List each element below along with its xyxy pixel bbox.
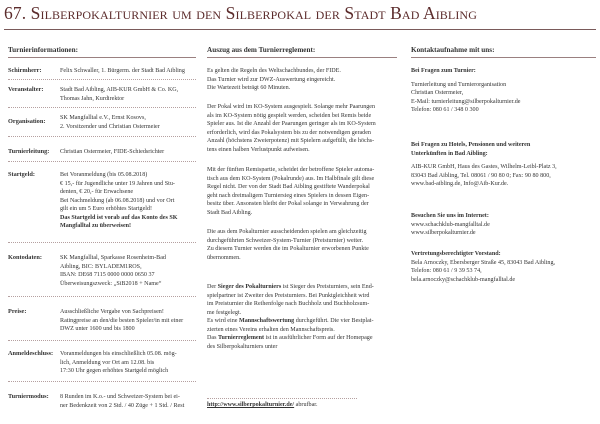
- col2-heading: Auszug aus dem Turnierreglement:: [207, 46, 316, 54]
- row-separator: [8, 79, 196, 80]
- line: gilt ein um 5 Euro erhöhtes Startgeld!: [60, 206, 153, 212]
- line: Voranmeldungen bis einschließlich 05.08. mög-: [60, 351, 177, 357]
- line: geht nach dreimaligem Turniersieg eines Spielers in dessen Eigen-: [207, 192, 370, 199]
- section-head: Bei Fragen zum Turnier:: [411, 68, 476, 74]
- line: übernommen.: [207, 254, 241, 261]
- text-bold: Turnierreglement: [218, 335, 265, 342]
- line: Es gelten die Regeln des Weltschachbundes, der FIDE.: [207, 68, 341, 74]
- line: des Silberpokalturniers unter: [207, 343, 278, 350]
- row-label-deadline: Anmeldeschluss:: [8, 350, 54, 357]
- regulations-link-line: [207, 398, 357, 410]
- line: Ratingpreise an den/die besten Spieler/in mit einer: [60, 317, 184, 324]
- row-label-entry-fee: Startgeld:: [8, 171, 35, 178]
- line: Bei Voranmeldung (bis 05.08.2018): [60, 172, 148, 178]
- line: 83043 Bad Aibling, Tel. 08061 / 90 80 0; Fax: 90 80 800,: [411, 172, 551, 179]
- line: Telefon: 080 61 / 9 39 53 74,: [411, 268, 482, 275]
- row-value-direction: [60, 148, 200, 157]
- regulations-para-4: [207, 228, 397, 262]
- line: spielpartner ist Zweiter des Preisturniers. Bei Punktgleichheit wird: [207, 292, 370, 299]
- section-head: Bei Fragen zu Hotels, Pensionen und weiteren: [411, 142, 531, 148]
- line: Thomas Jahn, Kurdirektor: [60, 95, 125, 102]
- line: [207, 401, 357, 410]
- line: lich, Anmeldung vor Ort am 12.08. bis: [60, 359, 155, 366]
- row-separator: [8, 107, 196, 108]
- row-separator: [8, 242, 196, 243]
- contact-section-board: [411, 250, 596, 284]
- line: Die aus dem Pokalturnier ausscheidenden spielen am gleichzeitig: [207, 229, 367, 235]
- line: Regel nicht. Der von der Stadt Bad Aibling gestiftete Wanderpokal: [207, 184, 370, 191]
- row-value-organisation: [60, 114, 200, 131]
- line: 17:30 Uhr gegen erhöhtes Startgeld möglich: [60, 368, 169, 374]
- row-value-organizer: [60, 86, 200, 103]
- text: ist Sieger des Preisturniers, sein End-: [281, 284, 374, 290]
- regulations-para-1: [207, 67, 397, 93]
- line: erforderlich, wird das Pokalsystem bis zu der notwendigen geraden: [207, 129, 371, 136]
- line: Bei Nachmeldung (ab 06.08.2018) und vor Ort: [60, 197, 175, 204]
- row-value-entry-fee: [60, 171, 200, 231]
- line: im Preisturnier die Reihenfolge nach Buchholz und Buchholzsum-: [207, 301, 370, 308]
- line: Bela Arnoczky, Ebersberger Straße 45, 83043 Bad Aibling,: [411, 259, 556, 266]
- line: Aibling, BIC: BYLADEM1ROS,: [60, 263, 142, 270]
- text: durchgeführt. Die vier Bestplat-: [294, 318, 374, 325]
- text-bold: Mannschaftswertung: [238, 318, 295, 325]
- regulations-para-2: [207, 103, 397, 154]
- line: Turnierleitung und Turnierorganisation: [411, 81, 507, 88]
- page-title: 67. Silberpokalturnier um den Silberpokal der Stadt Bad Aibling: [4, 3, 477, 23]
- line: [207, 334, 397, 343]
- row-value-prizes: [60, 308, 200, 334]
- text: abrufbar.: [294, 402, 318, 408]
- contact-section-tournament: [411, 67, 596, 115]
- line: Stadt Bad Aibling, AIB-KUR GmbH & Co. KG,: [60, 87, 179, 93]
- regulations-para-5: [207, 283, 397, 351]
- row-separator: [8, 161, 196, 162]
- line: www.bad-aibling.de, Info@Aib-Kur.de.: [411, 181, 509, 188]
- heading-rule-3: [411, 57, 596, 58]
- line: Der Pokal wird im KO-System ausgespielt. Solange mehr Paarungen: [207, 104, 376, 110]
- line: Anzahl (höchstens Zweierpotenz) mit Spielern aufgefüllt, die höchs-: [207, 138, 375, 145]
- row-label-organizer: Veranstalter:: [8, 86, 44, 93]
- line: € 15,- für Jugendliche unter 19 Jahren und Stu-: [60, 180, 175, 187]
- row-label-bank: Kontodaten:: [8, 254, 42, 261]
- text-bold: Sieger des Pokalturniers: [217, 284, 282, 290]
- line: [207, 283, 397, 292]
- contact-section-hotels: [411, 141, 596, 189]
- line: tens einen halben Verlustpunkt aufweisen.: [207, 146, 310, 153]
- row-value-mode: [60, 393, 200, 410]
- line: IBAN: DE68 7115 0000 0000 0650 37: [60, 272, 155, 278]
- row-label-organisation: Organisation:: [8, 118, 46, 125]
- line: Überweisungszweck: „SiB2018 + Name“: [60, 280, 162, 287]
- section-head: Besuchen Sie uns im Internet:: [411, 213, 489, 219]
- line: Das Startgeld ist vorab auf das Konto des SK: [60, 214, 178, 221]
- line: Christian Ostermeier, FIDE-Schiedsrichter: [60, 149, 165, 155]
- line: Felix Schwaller, 1. Bürgerm. der Stadt Bad Aibling: [60, 68, 185, 74]
- line: [207, 317, 397, 326]
- row-separator: [8, 136, 196, 137]
- line: Mangfalltal zu überweisen!: [60, 223, 132, 229]
- contact-section-web: [411, 212, 596, 238]
- row-value-bank: [60, 254, 200, 288]
- line: Mit der fünften Remispartie, scheidet der betroffene Spieler automa-: [207, 167, 375, 173]
- line: 8 Runden im K.o.- und Schweizer-System bei ei-: [60, 394, 180, 400]
- line: AIB-KUR GmbH, Haus des Gastes, Wilhelm-Leibl-Platz 3,: [411, 164, 557, 171]
- line: durchgeführten Schweizer-System-Turnier (Preisturnier) weiter.: [207, 237, 364, 244]
- row-value-deadline: [60, 350, 200, 376]
- col3-heading: Kontaktaufnahme mit uns:: [411, 46, 495, 54]
- line: denten, € 20,- für Erwachsene: [60, 189, 134, 195]
- line: Das Turnier wird zur DWZ-Auswertung eingereicht.: [207, 76, 336, 83]
- row-label-direction: Turnierleitung:: [8, 148, 50, 155]
- row-separator: [8, 340, 196, 341]
- line: ner Bedenkzeit von 2 Std. / 40 Züge + 1 Std. / Rest: [60, 402, 185, 409]
- col1-heading: Turnierinformationen:: [8, 46, 79, 54]
- line: Stadt Bad Aibling.: [207, 209, 253, 216]
- line: als im KO-System nötig gespielt werden, scheiden bei Remis beide: [207, 112, 372, 119]
- section-head: Vertretungsberechtigter Vorstand:: [411, 251, 501, 257]
- line: besitz über. Ansonsten bleibt der Pokal solange in Verwahrung der: [207, 201, 369, 208]
- regulations-para-3: [207, 166, 397, 217]
- line: SK Mangfalltal, Sparkasse Rosenheim-Bad: [60, 255, 166, 261]
- line: DWZ unter 1600 und bis 1800: [60, 326, 135, 332]
- text: Das: [207, 335, 219, 342]
- title-rule: [4, 29, 596, 30]
- website-link[interactable]: www.schachklub-mangfalltal.de: [411, 221, 490, 228]
- line: Spieler aus. Ist die Anzahl der Paarungen geringer als im KO-System: [207, 121, 376, 128]
- line: Die Wartezeit beträgt 60 Minuten.: [207, 85, 291, 92]
- line: tisch aus dem KO-System (Pokalrunde) aus. Im Halbfinale gilt diese: [207, 175, 375, 182]
- line: Zu diesem Turnier werden die im Pokalturnier erworbenen Punkte: [207, 246, 369, 253]
- heading-rule-1: [8, 57, 196, 58]
- row-label-patron: Schirmherr:: [8, 67, 42, 74]
- website-link[interactable]: www.silberpokalturnier.de: [411, 230, 476, 237]
- line: me festgelegt.: [207, 309, 242, 316]
- row-label-prizes: Preise:: [8, 308, 27, 315]
- line: E-Mail: turnierleitung@silberpokalturnier.de: [411, 98, 521, 105]
- line: Telefon: 080 61 / 348 0 300: [411, 107, 479, 114]
- section-head: Unterkünften in Bad Aibling:: [411, 150, 488, 157]
- homepage-link[interactable]: http://www.silberpokalturnier.de/: [207, 402, 295, 408]
- row-separator: [8, 381, 196, 382]
- text: ist in ausführlicher Form auf der Homepage: [264, 335, 373, 342]
- line: zierten eines Vereins erhalten den Mannschaftspreis.: [207, 326, 335, 333]
- line: Christian Ostermeier,: [411, 90, 464, 97]
- line: 2. Vorsitzender und Christian Ostermeier: [60, 123, 160, 130]
- row-value-patron: [60, 67, 200, 76]
- row-label-mode: Turniermodus:: [8, 393, 49, 400]
- line: Ausschließliche Vergabe von Sachpreisen!: [60, 309, 164, 315]
- text: Der: [207, 284, 218, 290]
- heading-rule-2: [207, 57, 397, 58]
- text: Es wird eine: [207, 318, 239, 325]
- email-link[interactable]: bela.arnoczky@schachklub-mangfalltal.de: [411, 276, 516, 283]
- line: SK Mangfalltal e.V., Ernst Kosovs,: [60, 115, 146, 121]
- row-separator: [8, 296, 196, 297]
